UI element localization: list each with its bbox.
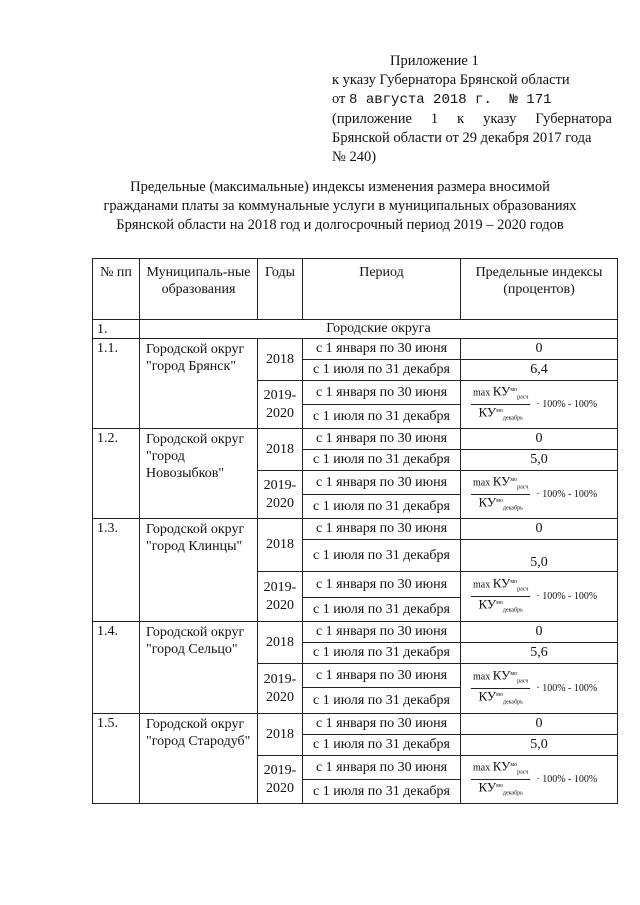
- title-line: гражданами платы за коммунальные услуги в муниципальных образованиях: [103, 198, 577, 214]
- word: 1: [430, 111, 439, 127]
- row-number: 1.5.: [93, 714, 140, 804]
- decree-header: [332, 52, 612, 167]
- period-cell: с 1 января по 30 июня: [303, 381, 461, 405]
- index-formula-cell: [461, 471, 618, 519]
- index-formula-cell: [461, 381, 618, 429]
- municipality-name: Городской округ "город Стародуб": [140, 714, 258, 804]
- index-formula: $\frac{\max КУ^{мо}_{расч}}{КУ^{мо}_{декабрь}}$ · 100% - 100%: [473, 383, 598, 422]
- table-row: [93, 714, 618, 735]
- appendix-label: Приложение 1: [390, 53, 479, 69]
- row-number: 1.4.: [93, 622, 140, 714]
- period-cell: с 1 июля по 31 декабря: [303, 688, 461, 714]
- previous-decree-number: № 240): [332, 149, 377, 165]
- word: Губернатора: [535, 111, 612, 127]
- municipality-name: Городской округ "город Клинцы": [140, 519, 258, 622]
- period-cell: с 1 января по 30 июня: [303, 471, 461, 495]
- year-cell: 2018: [258, 622, 303, 664]
- period-cell: с 1 июля по 31 декабря: [303, 540, 461, 572]
- period-cell: с 1 июля по 31 декабря: [303, 598, 461, 622]
- index-formula: $\frac{\max КУ^{мо}_{расч}}{КУ^{мо}_{декабрь}}$ · 100% - 100%: [473, 758, 598, 797]
- word: указу: [483, 111, 517, 127]
- period-cell: с 1 января по 30 июня: [303, 429, 461, 450]
- index-value: 6,4: [461, 360, 618, 381]
- decree-reference: к указу Губернатора Брянской области: [332, 72, 570, 88]
- index-value: 5,0: [461, 735, 618, 756]
- period-cell: с 1 января по 30 июня: [303, 714, 461, 735]
- period-cell: с 1 июля по 31 декабря: [303, 643, 461, 664]
- period-cell: с 1 января по 30 июня: [303, 339, 461, 360]
- year-cell: 2018: [258, 339, 303, 381]
- year-cell: 2019-2020: [258, 664, 303, 714]
- period-cell: с 1 июля по 31 декабря: [303, 360, 461, 381]
- index-formula: $\frac{\max КУ^{мо}_{расч}}{КУ^{мо}_{декабрь}}$ · 100% - 100%: [473, 575, 598, 614]
- previous-decree-date: Брянской области от 29 декабря 2017 года: [332, 130, 592, 146]
- index-value: 0: [461, 622, 618, 643]
- year-cell: 2018: [258, 714, 303, 756]
- decree-date: 8 августа 2018 г.: [349, 92, 492, 108]
- index-value: 5,0: [461, 540, 618, 572]
- section-row: [93, 320, 618, 339]
- index-formula: $\frac{\max КУ^{мо}_{расч}}{КУ^{мо}_{декабрь}}$ · 100% - 100%: [473, 473, 598, 512]
- word: к: [457, 111, 465, 127]
- col-header-index: Предельные индексы (процентов): [461, 259, 618, 320]
- table-header-row: [93, 259, 618, 320]
- index-value: 0: [461, 714, 618, 735]
- period-cell: с 1 июля по 31 декабря: [303, 735, 461, 756]
- period-cell: с 1 января по 30 июня: [303, 572, 461, 598]
- year-cell: 2019-2020: [258, 572, 303, 622]
- period-cell: с 1 июля по 31 декабря: [303, 780, 461, 804]
- index-formula: $\frac{\max КУ^{мо}_{расч}}{КУ^{мо}_{декабрь}}$ · 100% - 100%: [473, 667, 598, 706]
- municipality-name: Городской округ "город Сельцо": [140, 622, 258, 714]
- year-cell: 2019-2020: [258, 471, 303, 519]
- period-cell: с 1 января по 30 июня: [303, 756, 461, 780]
- year-cell: 2018: [258, 519, 303, 572]
- table-row: [93, 339, 618, 360]
- period-cell: с 1 января по 30 июня: [303, 622, 461, 643]
- title-line: Брянской области на 2018 год и долгосрочный период 2019 – 2020 годов: [116, 217, 564, 233]
- period-cell: с 1 января по 30 июня: [303, 519, 461, 540]
- row-number: 1.3.: [93, 519, 140, 622]
- section-label: Городские округа: [140, 320, 618, 339]
- period-cell: с 1 января по 30 июня: [303, 664, 461, 688]
- index-formula-cell: [461, 664, 618, 714]
- table-row: [93, 519, 618, 540]
- year-cell: 2019-2020: [258, 756, 303, 804]
- section-num: 1.: [93, 320, 140, 339]
- table-row: [93, 622, 618, 643]
- col-header-municipality: Муниципаль-ные образования: [140, 259, 258, 320]
- col-header-years: Годы: [258, 259, 303, 320]
- period-cell: с 1 июля по 31 декабря: [303, 405, 461, 429]
- year-cell: 2019-2020: [258, 381, 303, 429]
- index-formula-cell: [461, 572, 618, 622]
- index-value: 0: [461, 429, 618, 450]
- year-cell: 2018: [258, 429, 303, 471]
- document-title: [80, 178, 600, 235]
- title-line: Предельные (максимальные) индексы изменения размера вносимой: [130, 179, 550, 195]
- col-header-num: № пп: [93, 259, 140, 320]
- period-cell: с 1 июля по 31 декабря: [303, 450, 461, 471]
- index-value: 5,0: [461, 450, 618, 471]
- index-value: 0: [461, 339, 618, 360]
- decree-number: № 171: [509, 92, 552, 108]
- col-header-period: Период: [303, 259, 461, 320]
- row-number: 1.1.: [93, 339, 140, 429]
- index-formula-cell: [461, 756, 618, 804]
- table-row: [93, 429, 618, 450]
- word: (приложение: [332, 111, 412, 127]
- index-value: 0: [461, 519, 618, 540]
- municipality-name: Городской округ "город Брянск": [140, 339, 258, 429]
- index-table: [92, 258, 618, 804]
- previous-decree-line: [332, 110, 612, 129]
- row-number: 1.2.: [93, 429, 140, 519]
- date-prefix: от: [332, 91, 346, 107]
- index-value: 5,6: [461, 643, 618, 664]
- municipality-name: Городской округ "город Новозыбков": [140, 429, 258, 519]
- period-cell: с 1 июля по 31 декабря: [303, 495, 461, 519]
- decree-date-line: [332, 90, 612, 110]
